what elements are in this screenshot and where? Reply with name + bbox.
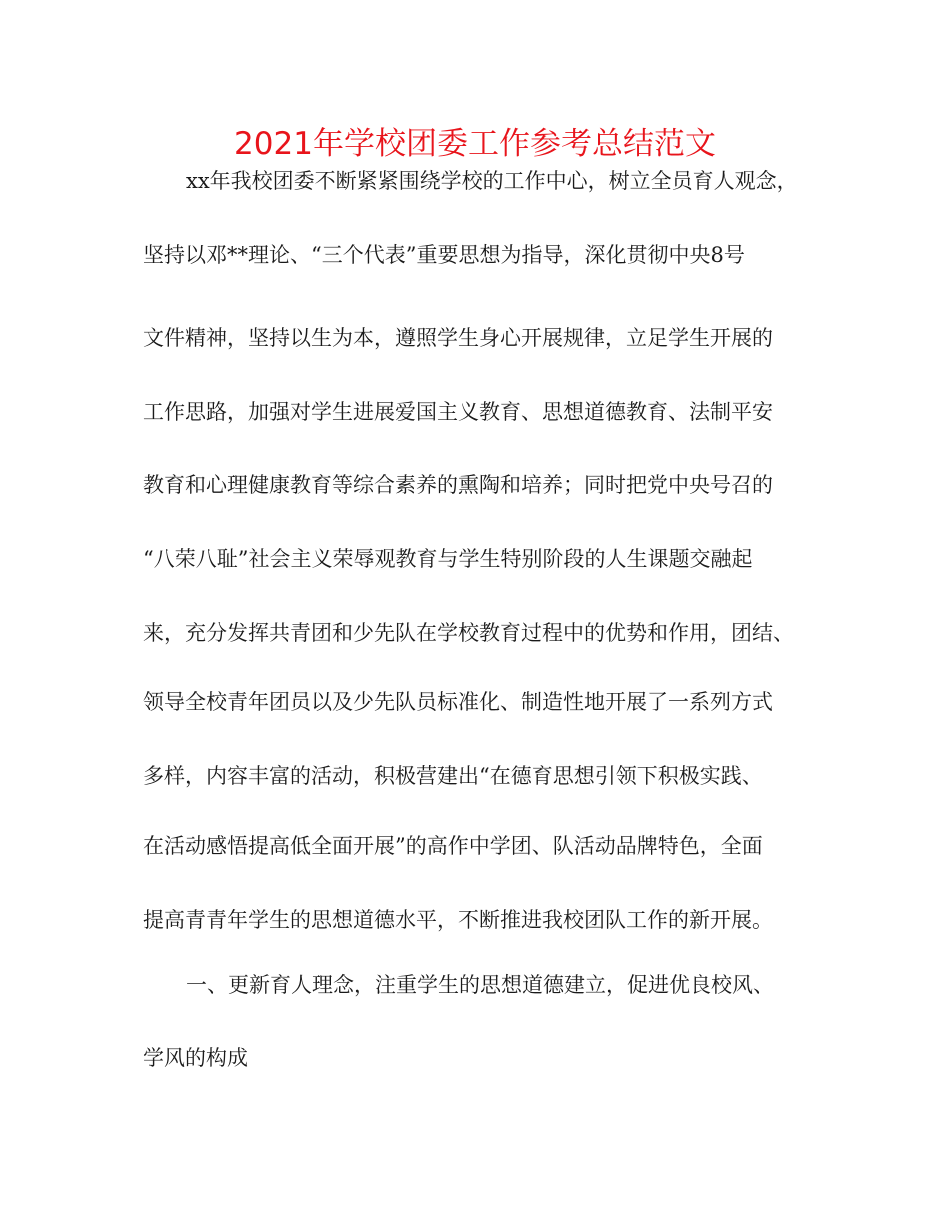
section-heading-line: 一、更新育人理念，注重学生的思想道德建立，促进优良校风、: [186, 973, 774, 997]
paragraph-line: 来，充分发挥共青团和少先队在学校教育过程中的优势和作用，团结、: [143, 621, 794, 645]
section-heading-line: 学风的构成: [143, 1046, 248, 1070]
paragraph-line: 多样，内容丰富的活动，积极营建出“在德育思想引领下积极实践、: [143, 764, 763, 788]
paragraph-line: 在活动感悟提高低全面开展”的高作中学团、队活动品牌特色，全面: [143, 834, 763, 858]
document-title: 2021年学校团委工作参考总结范文: [234, 126, 716, 162]
paragraph-line: 文件精神，坚持以生为本，遵照学生身心开展规律，立足学生开展的: [143, 326, 773, 350]
paragraph-line: 教育和心理健康教育等综合素养的熏陶和培养；同时把党中央号召的: [143, 473, 773, 497]
paragraph-line: 坚持以邓**理论、“三个代表”重要思想为指导，深化贯彻中央8号: [143, 243, 745, 267]
paragraph-line: 领导全校青年团员以及少先队员标准化、制造性地开展了一系列方式: [143, 690, 773, 714]
paragraph-line: 提高青青年学生的思想道德水平，不断推进我校团队工作的新开展。: [143, 908, 773, 932]
paragraph-line: “八荣八耻”社会主义荣辱观教育与学生特别阶段的人生课题交融起: [143, 547, 753, 571]
paragraph-line: xx年我校团委不断紧紧围绕学校的工作中心，树立全员育人观念，: [186, 169, 798, 193]
paragraph-line: 工作思路，加强对学生进展爱国主义教育、思想道德教育、法制平安: [143, 400, 773, 424]
